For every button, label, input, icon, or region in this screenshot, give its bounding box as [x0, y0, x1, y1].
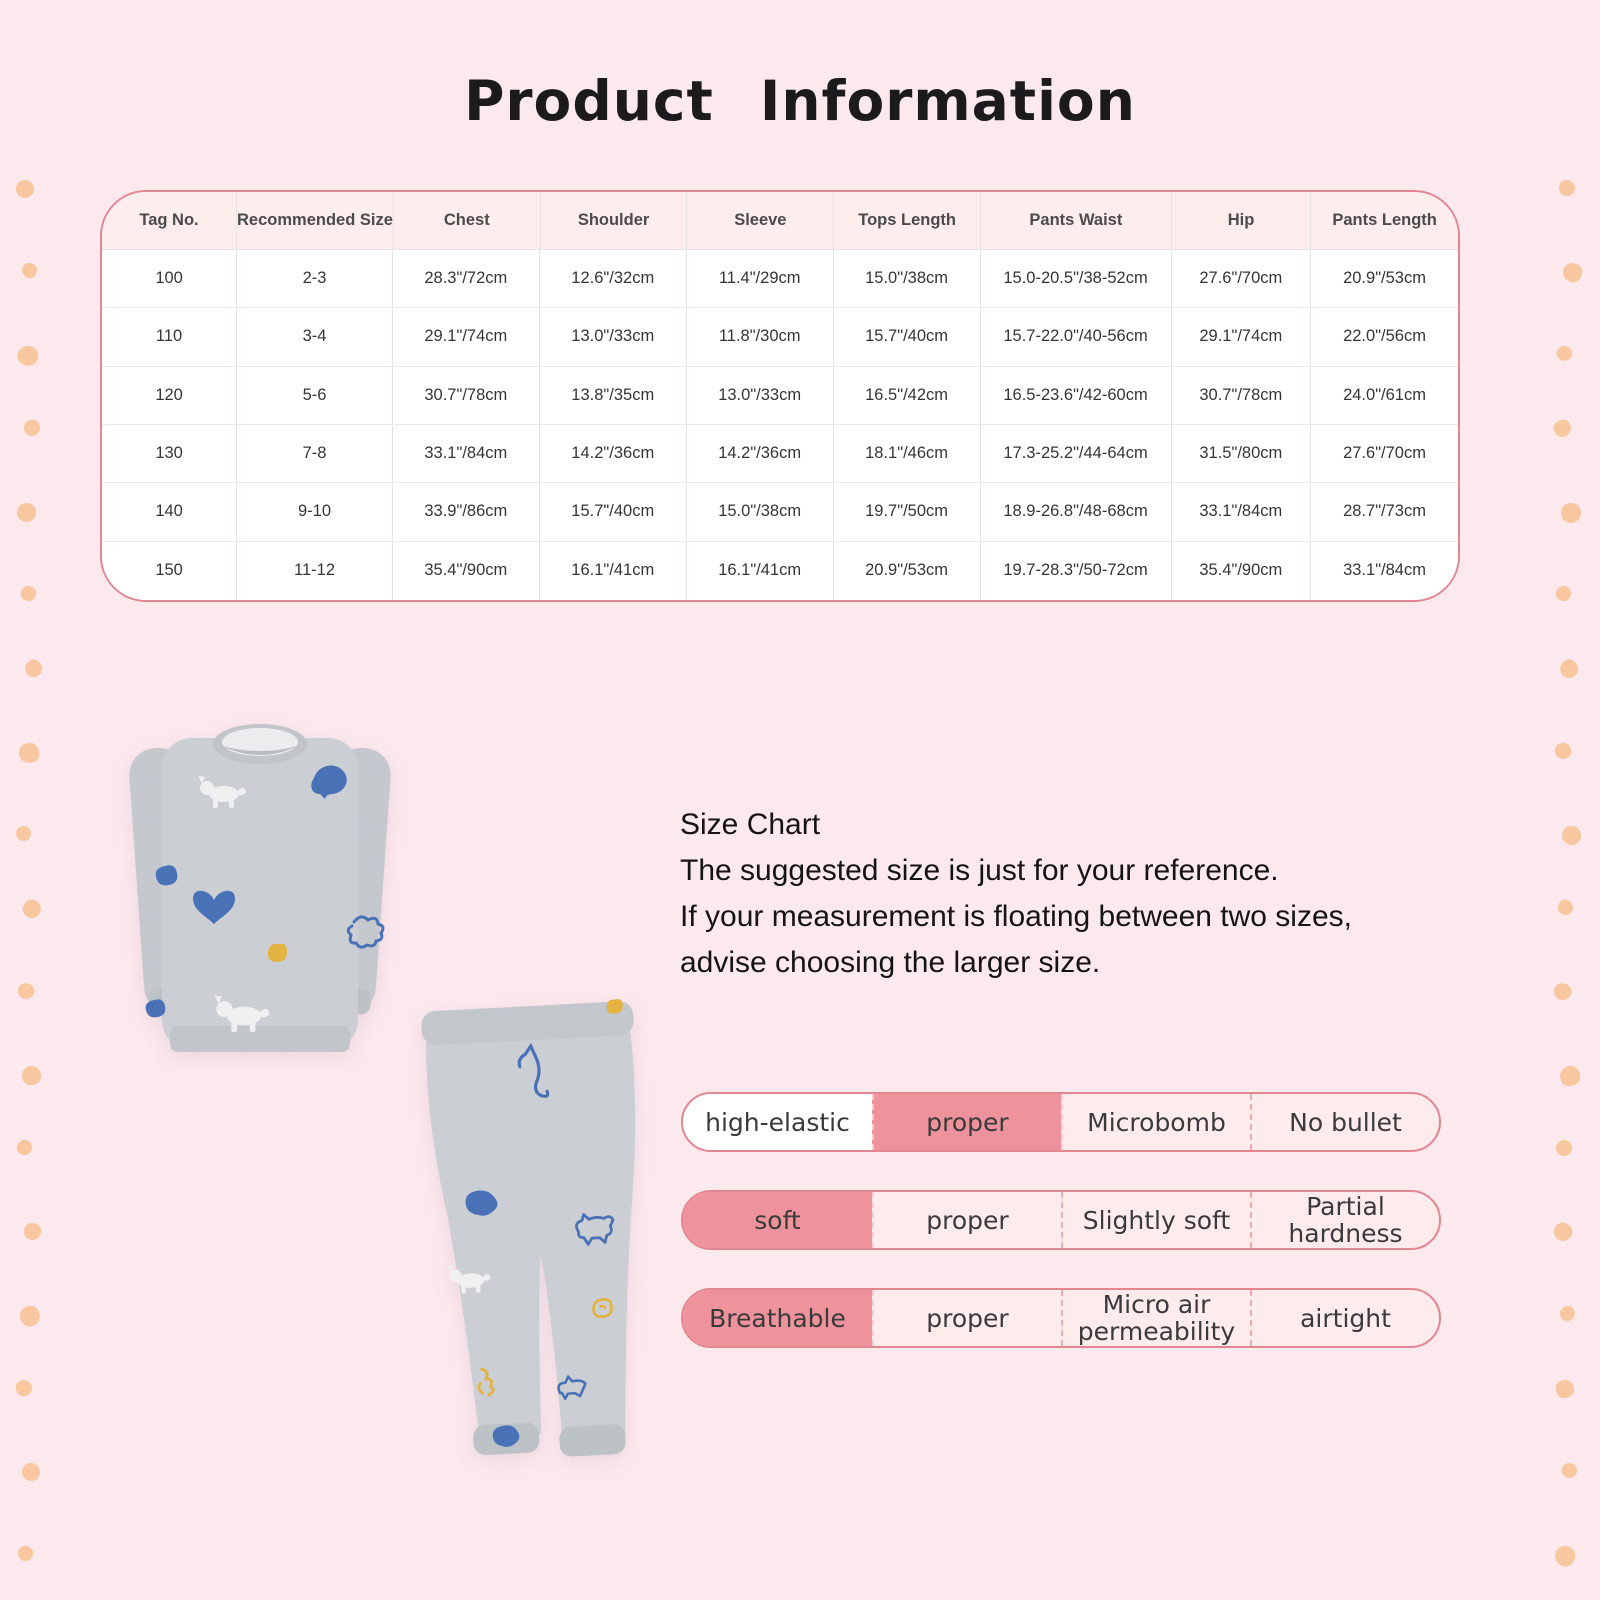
table-cell: 16.1"/41cm [540, 542, 687, 600]
size-chart-table [100, 190, 1460, 602]
table-cell: 130 [102, 425, 237, 482]
table-cell: 24.0"/61cm [1343, 385, 1426, 404]
decor-dot [1561, 825, 1581, 845]
table-cell: 16.1"/41cm [687, 542, 834, 600]
decor-dot [20, 1064, 44, 1088]
table-cell: 7-8 [237, 425, 393, 482]
table-cell: 11-12 [237, 542, 393, 600]
table-cell: 15.0"/38cm [834, 250, 981, 307]
table-cell: 33.1"/84cm [393, 425, 540, 482]
decor-dot [14, 342, 42, 370]
table-cell: 12.6"/32cm [540, 250, 687, 307]
pajama-pants-image [388, 982, 676, 1490]
table-cell: 16.5"/42cm [834, 367, 981, 424]
table-cell: 140 [102, 483, 237, 540]
table-cell: 15.7"/40cm [540, 483, 687, 540]
decor-dot [21, 656, 45, 680]
decor-dot [21, 1220, 44, 1243]
scale-row-breathability [681, 1288, 1441, 1348]
size-note-heading: Size Chart [680, 808, 821, 841]
page-title: Product Information [464, 69, 1136, 133]
table-cell: 20.9"/53cm [1343, 269, 1426, 288]
decor-dot [20, 261, 40, 281]
scale-option: No bullet [1250, 1094, 1439, 1150]
table-cell: 16.5-23.6"/42-60cm [981, 367, 1172, 424]
table-cell: 2-3 [237, 250, 393, 307]
decor-dot [16, 1302, 44, 1330]
decor-dot [22, 418, 43, 439]
table-row [102, 542, 1458, 600]
scale-row-elasticity [681, 1092, 1441, 1152]
decor-dot [16, 740, 41, 765]
table-cell: 18.1"/46cm [834, 425, 981, 482]
table-cell: 15.0"/38cm [687, 483, 834, 540]
table-cell: 150 [102, 542, 237, 600]
table-cell: 5-6 [237, 367, 393, 424]
table-cell: 13.8"/35cm [540, 367, 687, 424]
table-cell: 29.1"/74cm [393, 308, 540, 365]
table-row [102, 250, 1458, 308]
size-note [680, 802, 1352, 986]
scale-option: proper [872, 1290, 1061, 1346]
decor-dot [1561, 1462, 1578, 1479]
decor-dot [1560, 260, 1585, 285]
table-cell: 33.9"/86cm [393, 483, 540, 540]
scale-option: high-elastic [683, 1094, 872, 1150]
size-note-line: The suggested size is just for your reference. [680, 854, 1279, 887]
table-cell: 28.3"/72cm [393, 250, 540, 307]
table-header-cell: Tops Length [834, 192, 981, 249]
decor-dot [1556, 656, 1581, 681]
decor-dot [1559, 180, 1575, 196]
decor-dot [1551, 1542, 1578, 1569]
decor-dot [19, 584, 39, 604]
decor-dot [14, 1378, 34, 1398]
size-note-line: advise choosing the larger size. [680, 946, 1101, 979]
scale-row-softness [681, 1190, 1441, 1250]
size-note-line: If your measurement is floating between two sizes, [680, 900, 1352, 933]
table-cell: 27.6"/70cm [1343, 444, 1426, 463]
decor-dot [1558, 1064, 1583, 1089]
table-cell: 15.7"/40cm [834, 308, 981, 365]
table-cell: 30.7"/78cm [393, 367, 540, 424]
decor-dot [1555, 897, 1575, 917]
table-cell: 33.1"/84cm [1343, 561, 1426, 580]
decor-dot [1554, 343, 1575, 364]
table-cell: 3-4 [237, 308, 393, 365]
table-cell: 110 [102, 308, 237, 365]
table-row [102, 367, 1458, 425]
decor-dot [15, 1543, 36, 1564]
table-cell: 28.7"/73cm [1343, 502, 1426, 521]
table-cell: 29.1"/74cm [1172, 308, 1312, 365]
table-header-cell: Tag No. [102, 192, 237, 249]
decor-dot [17, 503, 37, 523]
decor-dot [1561, 503, 1582, 524]
pajama-top-image [116, 716, 404, 1098]
table-cell: 18.9-26.8"/48-68cm [981, 483, 1172, 540]
table-cell: 9-10 [237, 483, 393, 540]
decor-dot [16, 180, 34, 198]
decor-dot [20, 897, 44, 921]
decor-dot [16, 1139, 32, 1155]
scale-option: Partial hardness [1250, 1192, 1439, 1248]
size-chart-header-row [102, 192, 1458, 250]
attribute-scales [681, 1092, 1441, 1386]
scale-option: Microbomb [1061, 1094, 1250, 1150]
table-header-cell: Chest [394, 192, 541, 249]
decor-dot [15, 825, 31, 841]
table-header-cell: Recommended Size [237, 192, 394, 249]
decor-dot [1554, 584, 1574, 604]
size-chart-body [102, 250, 1458, 600]
table-cell: 31.5"/80cm [1172, 425, 1312, 482]
decor-dot [1557, 1303, 1578, 1324]
table-row [102, 425, 1458, 483]
decor-dot [15, 980, 38, 1003]
table-cell: 19.7-28.3"/50-72cm [981, 542, 1172, 600]
table-cell: 13.0"/33cm [687, 367, 834, 424]
table-cell: 11.4"/29cm [687, 250, 834, 307]
table-cell: 14.2"/36cm [687, 425, 834, 482]
table-header-cell: Shoulder [541, 192, 688, 249]
table-cell: 120 [102, 367, 237, 424]
scale-option: airtight [1250, 1290, 1439, 1346]
table-cell: 19.7"/50cm [834, 483, 981, 540]
decor-dot [1554, 1378, 1576, 1400]
table-cell: 15.0-20.5"/38-52cm [981, 250, 1172, 307]
table-header-cell: Sleeve [687, 192, 834, 249]
table-cell: 35.4"/90cm [393, 542, 540, 600]
table-cell: 27.6"/70cm [1172, 250, 1312, 307]
scale-option: Micro air permeability [1061, 1290, 1250, 1346]
table-row [102, 483, 1458, 541]
table-cell: 14.2"/36cm [540, 425, 687, 482]
scale-option-selected: proper [872, 1094, 1061, 1150]
decor-dot [1555, 1139, 1573, 1157]
table-header-cell: Hip [1172, 192, 1311, 249]
table-row [102, 308, 1458, 366]
decor-dot [1553, 741, 1573, 761]
decor-dot [1552, 418, 1574, 440]
table-header-cell: Pants Waist [981, 192, 1172, 249]
decor-dot [1551, 980, 1575, 1004]
decor-dot [1551, 1220, 1575, 1244]
table-cell: 33.1"/84cm [1172, 483, 1312, 540]
table-cell: 20.9"/53cm [834, 542, 981, 600]
table-cell: 17.3-25.2"/44-64cm [981, 425, 1172, 482]
table-cell: 13.0"/33cm [540, 308, 687, 365]
table-header-cell: Pants Length [1332, 211, 1437, 229]
table-cell: 22.0"/56cm [1343, 327, 1426, 346]
scale-option-selected: soft [683, 1192, 872, 1248]
decor-dot [21, 1462, 41, 1482]
scale-option-selected: Breathable [683, 1290, 872, 1346]
table-cell: 35.4"/90cm [1172, 542, 1312, 600]
table-cell: 100 [102, 250, 237, 307]
scale-option: Slightly soft [1061, 1192, 1250, 1248]
table-cell: 11.8"/30cm [687, 308, 834, 365]
scale-option: proper [872, 1192, 1061, 1248]
table-cell: 30.7"/78cm [1172, 367, 1312, 424]
table-cell: 15.7-22.0"/40-56cm [981, 308, 1172, 365]
